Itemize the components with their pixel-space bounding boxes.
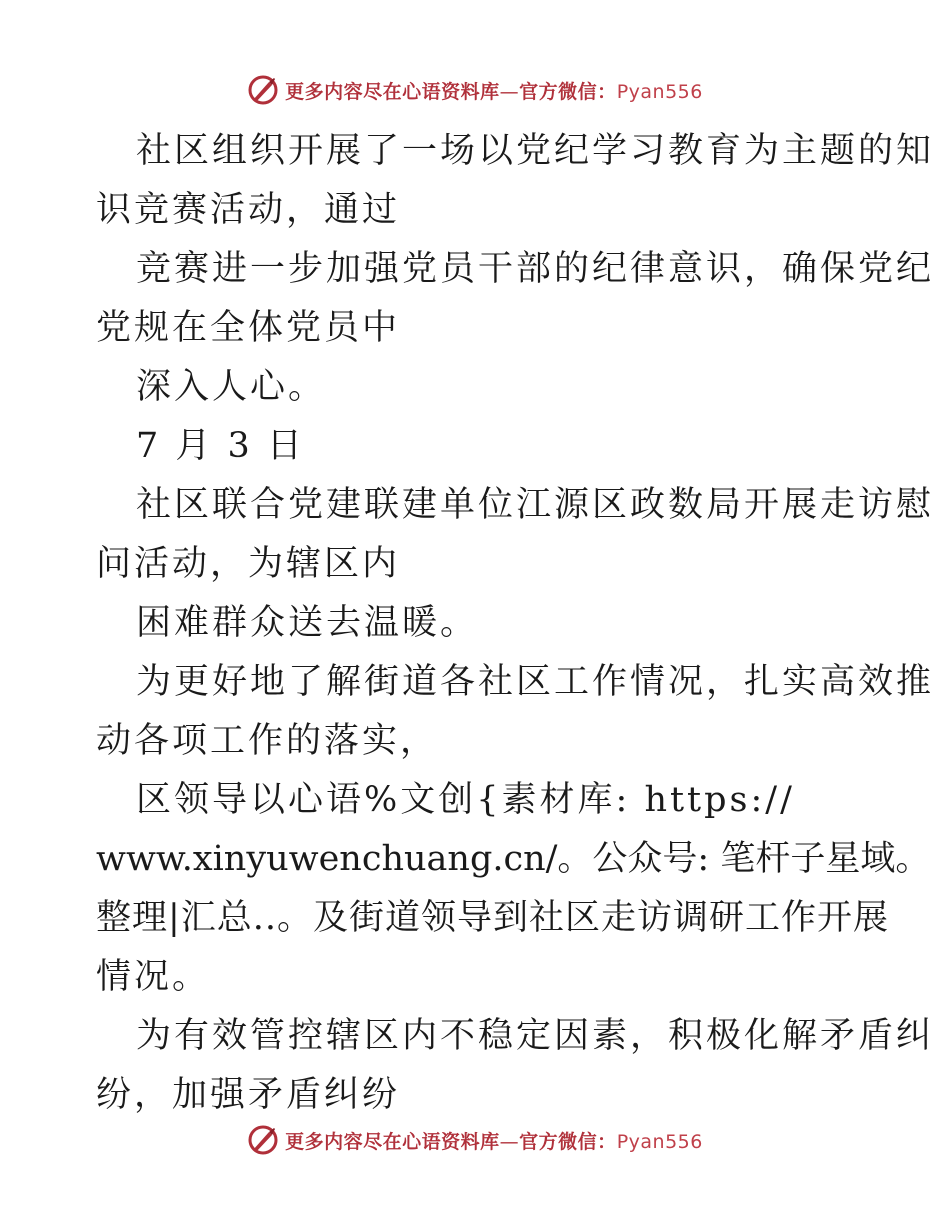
banner-slogan: 更多内容尽在心语资料库	[285, 1130, 500, 1153]
banner-contact-label: 官方微信：	[519, 1130, 617, 1153]
banner-separator: —	[499, 1130, 520, 1153]
quill-pen-icon	[247, 74, 279, 106]
text-line: 社区组织开展了一场以党纪学习教育为主题的知	[136, 131, 935, 171]
text-line: www.xinyuwenchuang.cn/。公众号: 笔杆子星域。	[96, 839, 931, 879]
text-line: 困难群众送去温暖。	[136, 603, 479, 643]
banner-slogan: 更多内容尽在心语资料库	[285, 80, 500, 103]
text-line: 识竞赛活动，通过	[96, 190, 401, 230]
text-line: 纷，加强矛盾纠纷	[96, 1075, 401, 1115]
banner-wechat-id: Pyan556	[616, 80, 703, 103]
footer-banner	[0, 1122, 950, 1158]
date-line: 7 月 3 日	[136, 426, 305, 466]
text-line: 深入人心。	[136, 367, 327, 407]
footer-banner-text	[285, 1127, 703, 1154]
document-body	[96, 122, 935, 1125]
banner-separator: —	[499, 80, 520, 103]
text-line: 党规在全体党员中	[96, 308, 401, 348]
header-banner-text	[285, 77, 703, 104]
banner-contact-label: 官方微信：	[519, 80, 617, 103]
quill-pen-icon	[247, 1124, 279, 1156]
header-banner	[0, 72, 950, 108]
text-line: 情况。	[96, 957, 211, 997]
text-line: 社区联合党建联建单位江源区政数局开展走访慰	[136, 485, 935, 525]
text-line: 动各项工作的落实，	[96, 721, 439, 761]
text-line: 区领导以心语%文创{素材库: https://	[136, 780, 795, 820]
text-line: 问活动，为辖区内	[96, 544, 401, 584]
text-line: 整理|汇总..。及街道领导到社区走访调研工作开展	[96, 898, 890, 938]
text-line: 为更好地了解街道各社区工作情况，扎实高效推	[136, 662, 935, 702]
banner-wechat-id: Pyan556	[616, 1130, 703, 1153]
text-line: 为有效管控辖区内不稳定因素，积极化解矛盾纠	[136, 1016, 935, 1056]
text-line: 竞赛进一步加强党员干部的纪律意识，确保党纪	[136, 249, 935, 289]
